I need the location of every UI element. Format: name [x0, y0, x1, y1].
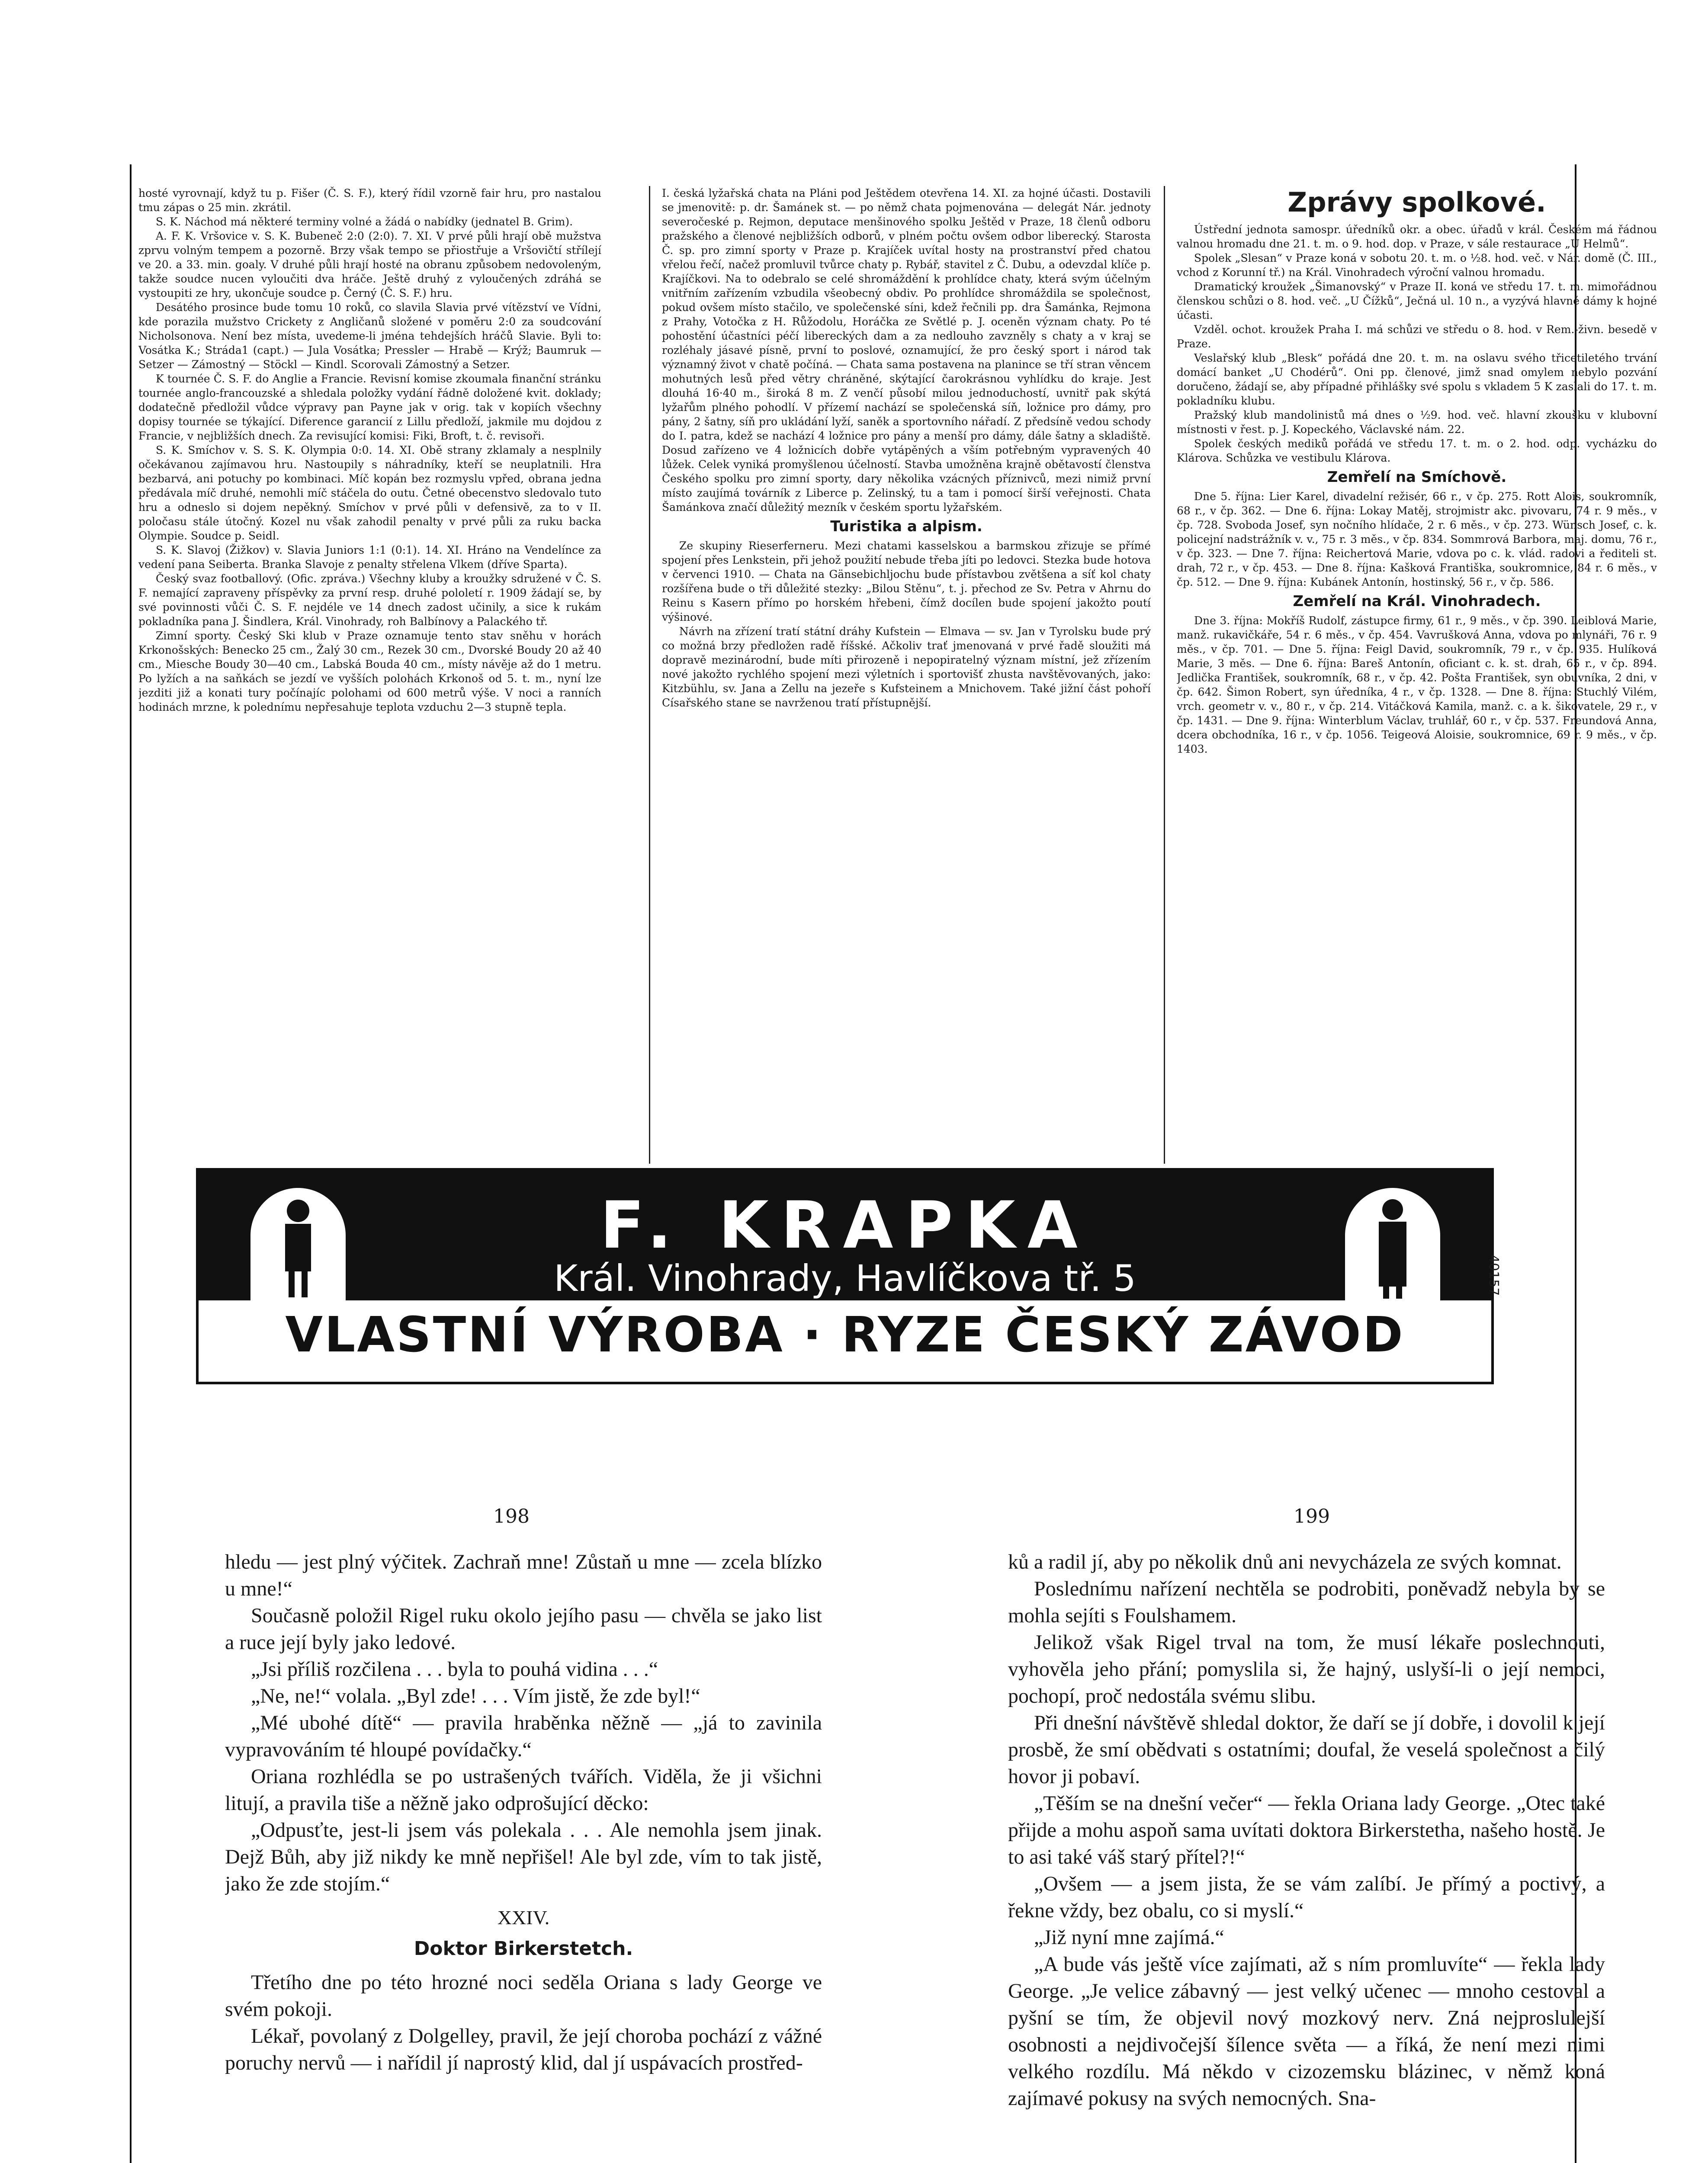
deaths-vinohrady-list: Dne 3. října: Mokříš Rudolf, zástupce firmy, 61 r., 9 měs., v čp. 390. Leiblová Marie, manž. rukavičkáře, 54 r. 6 měs., v čp. 454. Vavrušková Anna, vdova po mlynáři, 76 r. 9 měs., v čp. 701. — Dne 5. října: Feigl David, soukromník, 79 r., v čp. 935. Hulíková Marie, 3 měs. — Dne 6. října: Bareš Antonín, oficiant c. k. st. drah, 65 r., v čp. 894. Jedlička František, soukromník, 68 r., v čp. 42. Pošta František, syn obuvníka, 2 dni, v čp. 642. Šimon Robert, syn úředníka, 4 r., v čp. 1328. — Dne 8. října: Stuchlý Vilém, vrch. geometr v. v., 80 r., v čp. 214. Vitáčková Kamila, manž. c. a k. šikovatele, 29 r., v čp. 1431. — Dne 9. října: Winterblum Václav, truhlář, 60 r., v čp. 537. Freundová Anna, dcera obchodníka, 16 r., v čp. 1056. Teigeová Aloisie, soukromnice, 69 r. 9 měs., v čp. 1403.	[1177, 614, 1657, 755]
sports-paragraph: S. K. Slavoj (Žižkov) v. Slavia Juniors 1:1 (0:1). 14. XI. Hráno na Vendelínce za vedení pana Seiberta. Branka Slavoje z penalty střelena Vlkem (dříve Sparta).	[138, 544, 601, 571]
ski-column	[662, 186, 1151, 1164]
sports-paragraph: Desátého prosince bude tomu 10 roků, co slavila Slavia prvé vítězství ve Vídni, kde porazila mužstvo Crickety z Angličanů složené v poměru 2:0 za soudcování Nicholsonova. Není bez místa, uvedeme-li jména tehdejších hráčů Slavie. Byli to: Vosátka K.; Stráda1 (capt.) — Jula Vosátka; Pressler — Hrabě — Krýž; Baumruk — Setzer — Zámostný — Stöckl — Kindl. Scorovali Zámostný a Setzer.	[138, 301, 601, 371]
novel-paragraph: „Odpusťte, jest-li jsem vás polekala . . . Ale nemohla jsem jinak. Dejž Bůh, aby již nikdy ke mně nepřišel! Ale byl zde, vím to tak jistě, jako že zde stojím.“	[225, 1819, 822, 1895]
ad-address: Král. Vinohrady, Havlíčkova tř. 5	[554, 1257, 1136, 1300]
novel-right-page	[1008, 1549, 1605, 2163]
sports-paragraph: hosté vyrovnají, když tu p. Fišer (Č. S. F.), který řídil vzorně fair hru, pro nastalou tmu zápas o 25 min. zkrátil.	[138, 187, 601, 214]
club-notice: Spolek „Slesan“ v Praze koná v sobotu 20. t. m. o ½8. hod. več. v Nár. domě (Č. III., vchod z Korunní tř.) na Král. Vinohradech výroční valnou hromadu.	[1177, 252, 1657, 279]
novel-paragraph: Poslednímu nařízení nechtěla se podrobiti, poněvadž nebyla by se mohla sejíti s Foulshamem.	[1008, 1577, 1605, 1627]
deaths-smichov-list: Dne 5. října: Lier Karel, divadelní režisér, 66 r., v čp. 275. Rott Alois, soukromník, 68 r., v čp. 362. — Dne 6. října: Lokay Matěj, strojmistr akc. pivovaru, 74 r. 9 měs., v čp. 728. Svoboda Josef, syn nočního hlídače, 2 r. 6 měs., v čp. 273. Wünsch Josef, c. k. policejní nadstrážník v. v., 75 r. 3 měs., v čp. 834. Sommrová Barbora, maj. domu, 76 r., v čp. 323. — Dne 7. října: Reichertová Marie, vdova po c. k. vlád. radovi a řediteli st. drah, 72 r., v čp. 453. — Dne 8. října: Kašková Františka, soukromnice, 84 r. 6 měs., v čp. 512. — Dne 9. října: Kubánek Antonín, hostinský, 56 r., v čp. 586.	[1177, 490, 1657, 588]
page-edge-left	[130, 164, 132, 2163]
novel-paragraph: Třetího dne po této hrozné noci seděla Oriana s lady George ve svém pokoji.	[225, 1971, 822, 2021]
sports-paragraph: Český svaz footballový. (Ofic. zpráva.) Všechny kluby a kroužky sdružené v Č. S. F. nemající zapraveny příspěvky za první resp. druhé pololetí r. 1909 žádají se, by své povinnosti vůči Č. S. F. nejdéle ve 14 dnech zadost učinily, a sice k rukám pokladníka pana J. Šindlera, Král. Vinohrady, roh Balbínovy a Palackého tř.	[138, 572, 601, 628]
novel-left-page	[225, 1549, 822, 2163]
novel-paragraph: Jelikož však Rigel trval na tom, že musí lékaře poslechnouti, vyhověla jeho přání; pomyslila si, že hajný, uslyší-li o její nemoci, pochopí, proč nedostála svému slibu.	[1008, 1631, 1605, 1707]
column-divider	[649, 186, 650, 1164]
club-notice: Ústřední jednota samospr. úředníků okr. a obec. úřadů v král. Českém má řádnou valnou hromadu dne 21. t. m. o 9. hod. dop. v Praze, v sále restaurace „U Helmů“.	[1177, 223, 1657, 250]
novel-paragraph: hledu — jest plný výčitek. Zachraň mne! Zůstaň u mne — zcela blízko u mne!“	[225, 1550, 822, 1600]
novel-paragraph: Při dnešní návštěvě shledal doktor, že daří se jí dobře, i dovolil k její prosbě, že smí obědvati s ostatními; doufal, že veselá společnost a čilý hovor ji pobaví.	[1008, 1711, 1605, 1788]
krapka-advertisement	[196, 1168, 1494, 1384]
novel-paragraph: ků a radil jí, aby po několik dnů ani nevycházela ze svých komnat.	[1008, 1550, 1562, 1573]
page-number-left: 198	[493, 1505, 530, 1528]
sports-column	[138, 186, 601, 1164]
club-notice: Spolek českých mediků pořádá ve středu 17. t. m. o 2. hod. odp. vycházku do Klárova. Schůzka ve vestibulu Klárova.	[1177, 437, 1657, 464]
novel-paragraph: „Jsi příliš rozčilena . . . byla to pouhá vidina . . .“	[251, 1658, 658, 1681]
chapter-number: XXIV.	[497, 1906, 550, 1929]
sports-paragraph: K tournée Č. S. F. do Anglie a Francie. Revisní komise zkoumala finanční stránku tournée anglo-francouzské a shledala položky vydání řádně doložené kvit. doklady; dodatečně předložil vůdce výpravy pan Payne jak v orig. tak v kopiích všechny dopisy tournée se týkající. Diference garancií z Lillu předloží, jakmile mu dojdou z Francie, v nejbližších dnech. Za revisující komisi: Fiki, Broft, t. č. revisoři.	[138, 372, 601, 442]
ad-company-name: F. KRAPKA	[600, 1188, 1090, 1263]
novel-paragraph: „Mé ubohé dítě“ — pravila hraběnka něžně — „já to zavinila vypravováním té hloupé povídačky.“	[225, 1711, 822, 1761]
club-notice: Pražský klub mandolinistů má dnes o ½9. hod. več. hlavní zkoušku v klubovní místnosti v řest. p. J. Kopeckého, Václavské nám. 22.	[1177, 409, 1657, 436]
ad-slogan: VLASTNÍ VÝROBA · RYZE ČESKÝ ZÁVOD	[285, 1307, 1405, 1363]
ski-paragraph: I. česká lyžařská chata na Pláni pod Ještědem otevřena 14. XI. za hojné účasti. Dostavili se jmenovitě: p. dr. Šamánek st. — po němž chata pojmenována — delegát Nár. jednoty severočeské p. Rejmon, deputace menšinového spolku Ještěd v Praze, 18 členů odboru pražského a členové nejbližších odborů, v plném počtu ovšem odbor liberecký. Starosta Č. sp. pro zimní sporty v Praze p. Krajíček uvítal hosty na prostranství před chatou vřelou řečí, načež promluvil tvůrce chaty p. Rybář, stavitel z Č. Dubu, a odevzdal klíče p. Krajíčkovi. Na to odebralo se celé shromáždění k prohlídce chaty, která svým účelným vnitřním zařízením vzbudila všeobecný obdiv. Po prohlídce shromáždila se společnost, pokud ovšem místo stačilo, ve společenské síni, kdež řečnili pp. dra Šamánka, Rejmona z Prahy, Votočka z H. Růžodolu, Horáčka ze Světlé p. J. oceněn význam chaty. Po té pohostění účastníci péčí libereckých dam a za nedlouho zavzněly s chaty a v kraj se rozléhaly jásavé písně, první to poslové, oznamující, že pro český sport i národ tak významný život v chatě počíná. — Chata sama postavena na planince se tří stran věncem mohutných lesů před větry chráněné, skýtající čarokrásnou vyhlídku do kraje. Jest dlouhá 16·40 m., široká 8 m. Z venčí působí milou jednoduchostí, uvnitř pak skýtá lyžařům plného pohodlí. V přízemí nachází se společenská síň, ložnice pro dámy, pro pány, 2 šatny, síň pro ukládání lyží, saněk a sportovního nářadí. Z předsíně vedou schody do I. patra, kdež se nachází 4 ložnice pro pány a menší pro dámy, dále šatny a skladiště. Dosud zařízeno ve 4 ložnicích dobře vytápěných a vším potřebným vypravených 40 lůžek. Celek vyniká promyšlenou účelností. Stavba umožněna krajně obětavostí členstva Českého spolku pro zimní sporty, dary několika vzácných příznivců, mezi nimiž první místo zaujímá továrník z Liberce p. Zelinský, tu a tam i pomocí širší veřejnosti. Chata Šamánkova značí důležitý mezník v českém sportu lyžařském.	[662, 187, 1151, 513]
page-number-right: 199	[1294, 1505, 1330, 1528]
novel-paragraph: „Již nyní mne zajímá.“	[1034, 1926, 1224, 1949]
sports-paragraph: Zimní sporty. Český Ski klub v Praze oznamuje tento stav sněhu v horách Krkonošských: Benecko 25 cm., Žalý 30 cm., Rezek 30 cm., Dvorské Boudy 20 až 40 cm., Miesche Boudy 30—40 cm., Labská Bouda 40 cm., místy návěje až do 1 metru. Po lyžích a na saňkách se jezdí ve vyšších polohách Krkonoš od 5. t. m., nyní lze jezditi již a konati tury počínajíc polohami od 600 metrů výše. V noci a ranních hodinách mrzne, k polednímu nepřesahuje teplota vzduchu 2—3 stupně tepla.	[138, 629, 601, 713]
club-notice: Veslařský klub „Blesk“ pořádá dne 20. t. m. na oslavu svého třicetiletého trvání domácí banket „U Chodérů“. Oni pp. členové, jimž snad omylem nebylo pozvání doručeno, žádají se, aby případné přihlášky své spolu s vkladem 5 K zaslali do 17. t. m. pokladníku klubu.	[1177, 352, 1657, 407]
novel-paragraph: „Těším se na dnešní večer“ — řekla Oriana lady George. „Otec také přijde a mohu aspoň sama uvítati doktora Birkerstetha, našeho hostě. Je to asi také váš starý přítel?!“	[1008, 1792, 1605, 1868]
novel-paragraph: „A bude vás ještě více zajímati, až s ním promluvíte“ — řekla lady George. „Je velice zábavný — jest velký učenec — mnoho cestoval a pyšní se tím, že objevil nový mozkový nerv. Zná nejproslulejší osobnosti a nejdivočejší šílence světa — a říká, že není mezi nimi velkého rozdílu. Má někdo v cizozemsku blázinec, v němž koná zajímavé pokusy na svých nemocných. Sna-	[1008, 1953, 1605, 2110]
novel-paragraph: Současně položil Rigel ruku okolo jejího pasu — chvěla se jako list a ruce její byly jako ledové.	[225, 1604, 822, 1654]
deaths-smichov-heading: Zemřelí na Smíchově.	[1327, 469, 1507, 486]
tourism-heading: Turistika a alpism.	[830, 518, 982, 535]
deaths-vinohrady-heading: Zemřelí na Král. Vinohradech.	[1293, 593, 1541, 610]
ad-side-number: 40157	[1486, 1255, 1501, 1296]
sports-paragraph: S. K. Smíchov v. S. S. K. Olympia 0:0. 14. XI. Obě strany zklamaly a nesplnily očekávanou zajímavou hru. Nastoupily s náhradníky, kteří se neuplatnili. Hra bezbarvá, ani potuchy po kombinaci. Míč kopán bez rozmyslu vpřed, obrana jedna předávala míč druhé, nemohli míč stáčela do outu. Četné obecenstvo sledovalo tuto hru a odneslo si dojem nepěkný. Smíchov v prvé půli v defensivě, za to v II. poločasu stále útočný. Kozel nu však zahodil penalty v prvé půli za ruku backa Olympie. Soudce p. Seidl.	[138, 444, 601, 542]
novel-paragraph: „Ovšem — a jsem jista, že se vám zalíbí. Je přímý a poctivý, a řekne vždy, bez obalu, co si myslí.“	[1008, 1872, 1605, 1922]
sports-paragraph: A. F. K. Vršovice v. S. K. Bubeneč 2:0 (2:0). 7. XI. V prvé půli hrají obě mužstva zprvu volným tempem a pozorně. Brzy však tempo se přiostřuje a Vršovičtí střílejí ve 20. a 33. min. goaly. V druhé půli hrají hosté na obranu způsobem nedovoleným, takže soudce nucen vyloučiti dva hráče. Ještě druhý z vyloučených zdráhá se vystoupiti ze hry, ukončuje soudce p. Černý (Č. S. F.) hru.	[138, 230, 601, 299]
novel-paragraph: Oriana rozhlédla se po ustrašených tvářích. Viděla, že ji všichni litují, a pravila tiše a něžně jako odprošující děcko:	[225, 1765, 822, 1815]
tourism-paragraph: Ze skupiny Rieserferneru. Mezi chatami kasselskou a barmskou zřizuje se přímé spojení přes Lenkstein, při jehož použití nebude třeba jíti po ledovci. Stezka bude hotova v červenci 1910. — Chata na Gänsebichljochu bude přístavbou zvětšena a síť kol chaty rozšířena bude o tři důležité stezky: „Bilou Stěnu“, t. j. přechod ze Sv. Petra v Ahrnu do Reinu s Kasern přímo po horském hřebeni, čímž docílen bude spojení jakožto poutí výšinové.	[662, 539, 1151, 623]
clubs-column	[1177, 186, 1657, 1164]
novel-paragraph: „Ne, ne!“ volala. „Byl zde! . . . Vím jistě, že zde byl!“	[251, 1685, 700, 1707]
club-notice: Vzděl. ochot. kroužek Praha I. má schůzi ve středu o 8. hod. v Rem.-živn. besedě v Praze.	[1177, 323, 1657, 350]
chapter-title: Doktor Birkerstetch.	[414, 1938, 633, 1960]
tourism-paragraph: Návrh na zřízení tratí státní dráhy Kufstein — Elmava — sv. Jan v Tyrolsku bude prý co možná brzy předložen radě říšské. Ačkoliv trať jmenovaná v prvé řadě sloužiti má dopravě mezinárodní, bude míti přirozeně i nepopiratelný význam místní, jež zřízením nové jakožto rychlého spojení mezi výletních i sportovišť zhusta navštěvovaných, jako: Kitzbühlu, sv. Jana a Zellu na jezeře s Kufsteinem a Mnichovem. Také jižní část pohoří Císařského stane se navrženou tratí přístupnější.	[662, 625, 1151, 709]
club-notice: Dramatický kroužek „Šimanovský“ v Praze II. koná ve středu 17. t. m. mimořádnou členskou schůzi o 8. hod. več. „U Čížků“, Ječná ul. 10 n., a vyzývá hlavně dámy k hojné účasti.	[1177, 280, 1657, 321]
clubs-section-title: Zprávy spolkové.	[1287, 186, 1546, 218]
sports-paragraph: S. K. Náchod má některé terminy volné a žádá o nabídky (jednatel B. Grim).	[156, 215, 573, 228]
novel-paragraph: Lékař, povolaný z Dolgelley, pravil, že její choroba pochází z vážné poruchy nervů — i nařídil jí naprostý klid, dal jí uspávacích prostřed-	[225, 2025, 822, 2074]
column-divider	[1164, 186, 1165, 1164]
